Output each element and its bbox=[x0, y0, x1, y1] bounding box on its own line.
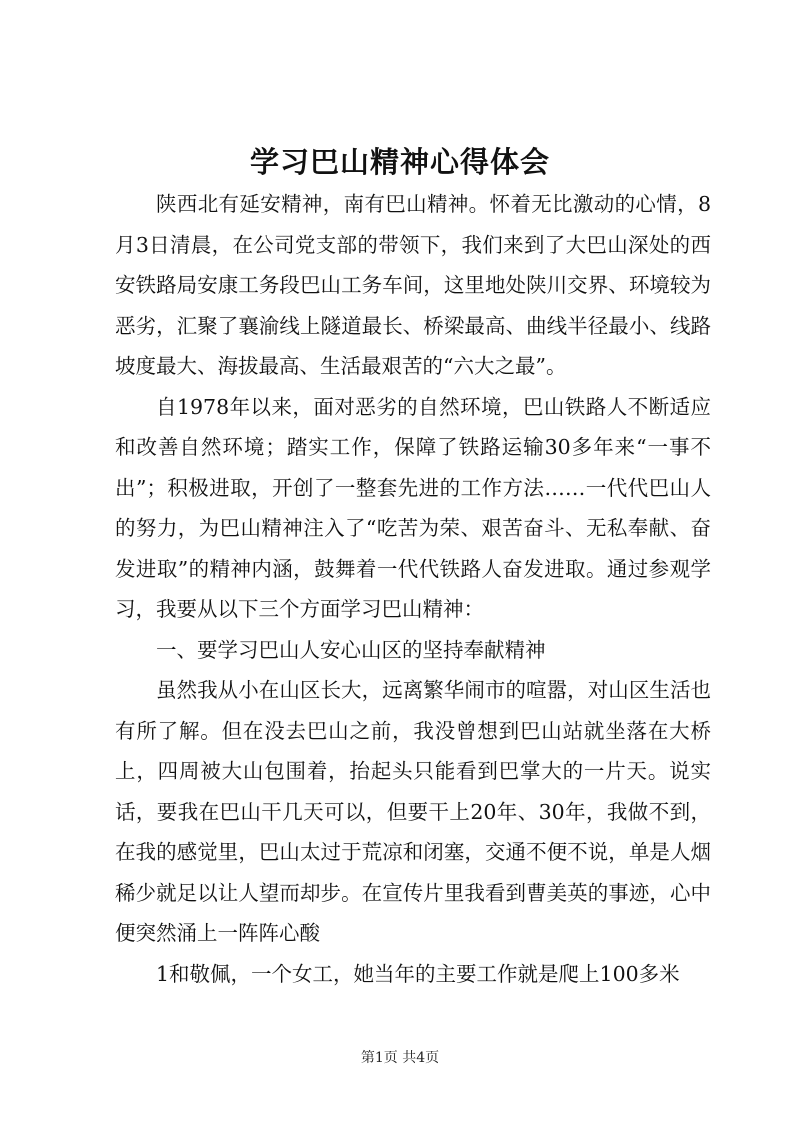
paragraph-intro: 陕西北有延安精神，南有巴山精神。怀着无比激动的心情，8月3日清晨，在公司党支部的带领下，我们来到了大巴山深处的西安铁路局安康工务段巴山工务车间，这里地处陕川交界、环境较为恶劣，汇聚了襄渝线上隧道最长、桥梁最高、曲线半径最小、线路坡度最大、海拔最高、生活最艰苦的“六大之最”。 bbox=[115, 192, 711, 378]
document-title: 学习巴山精神心得体会 bbox=[249, 145, 550, 179]
paragraph-history: 自1978年以来，面对恶劣的自然环境，巴山铁路人不断适应和改善自然环境；踏实工作，保障了铁路运输30多年来“一事不出”；积极进取，开创了一整套先进的工作方法……一代代巴山人的努力，为巴山精神注入了“吃苦为荣、艰苦奋斗、无私奉献、奋发进取”的精神内涵，鼓舞着一代代铁路人奋发进取。通过参观学习，我要从以下三个方面学习巴山精神： bbox=[115, 394, 711, 621]
paragraph-experience: 虽然我从小在山区长大，远离繁华闹市的喧嚣，对山区生活也有所了解。但在没去巴山之前，我没曾想到巴山站就坐落在大桥上，四周被大山包围着，抬起头只能看到巴掌大的一片天。说实话，要我在巴山干几天可以，但要干上20年、30年，我做不到，在我的感觉里，巴山太过于荒凉和闭塞，交通不便不说，单是人烟稀少就足以让人望而却步。在宣传片里我看到曹美英的事迹，心中便突然涌上一阵阵心酸 bbox=[115, 678, 711, 945]
page-footer: 第1页 共4页 bbox=[360, 1050, 440, 1066]
document-body bbox=[115, 184, 711, 994]
section-heading-1: 一、要学习巴山人安心山区的坚持奉献精神 bbox=[156, 637, 546, 662]
paragraph-continued: 1和敬佩，一个女工，她当年的主要工作就是爬上100多米 bbox=[156, 961, 680, 986]
